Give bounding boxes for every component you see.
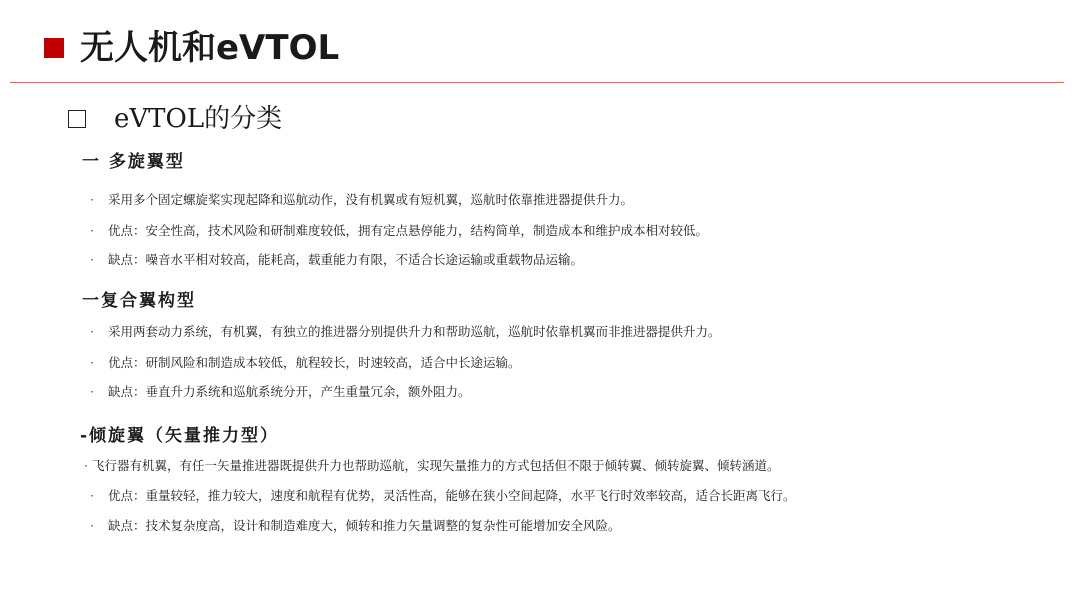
checkbox-square-icon	[68, 110, 86, 128]
list-item: 采用多个固定螺旋桨实现起降和巡航动作，没有机翼或有短机翼，巡航时依靠推进器提供升力。	[108, 192, 634, 207]
title-divider	[10, 82, 1064, 83]
list-item: 缺点：噪音水平相对较高，能耗高，载重能力有限，不适合长途运输或重载物品运输。	[108, 252, 584, 267]
bullet-icon: ·	[84, 459, 88, 473]
bullet-icon: ·	[90, 385, 94, 399]
bullet-icon: ·	[90, 489, 94, 503]
section-heading-compound-wing: 一复合翼构型	[82, 291, 196, 311]
list-item: 优点：重量较轻，推力较大，速度和航程有优势，灵活性高，能够在狭小空间起降，水平飞行时效率较高，适合长距离飞行。	[108, 488, 796, 503]
list-item: 缺点：垂直升力系统和巡航系统分开，产生重量冗余，额外阻力。	[108, 384, 471, 399]
title-marker-square	[44, 38, 64, 58]
list-item: 采用两套动力系统，有机翼，有独立的推进器分别提供升力和帮助巡航，巡航时依靠机翼而非推进器提供升力。	[108, 324, 721, 339]
slide-subtitle: eVTOL的分类	[114, 104, 283, 134]
section-heading-tilt-rotor: -倾旋翼（矢量推力型）	[80, 426, 280, 446]
bullet-icon: ·	[90, 253, 94, 267]
bullet-icon: ·	[90, 224, 94, 238]
list-item: 缺点：技术复杂度高，设计和制造难度大，倾转和推力矢量调整的复杂性可能增加安全风险。	[108, 518, 621, 533]
bullet-icon: ·	[90, 193, 94, 207]
bullet-icon: ·	[90, 325, 94, 339]
list-item: 优点：安全性高，技术风险和研制难度较低，拥有定点悬停能力，结构简单，制造成本和维护成本相对较低。	[108, 223, 709, 238]
list-item: 飞行器有机翼，有任一矢量推进器既提供升力也帮助巡航，实现矢量推力的方式包括但不限于倾转翼、倾转旋翼、倾转涵道。	[92, 458, 780, 473]
bullet-icon: ·	[90, 356, 94, 370]
bullet-icon: ·	[90, 519, 94, 533]
slide-title: 无人机和eVTOL	[80, 28, 340, 68]
list-item: 优点：研制风险和制造成本较低，航程较长，时速较高，适合中长途运输。	[108, 355, 521, 370]
section-heading-multirotor: 一 多旋翼型	[82, 152, 185, 172]
